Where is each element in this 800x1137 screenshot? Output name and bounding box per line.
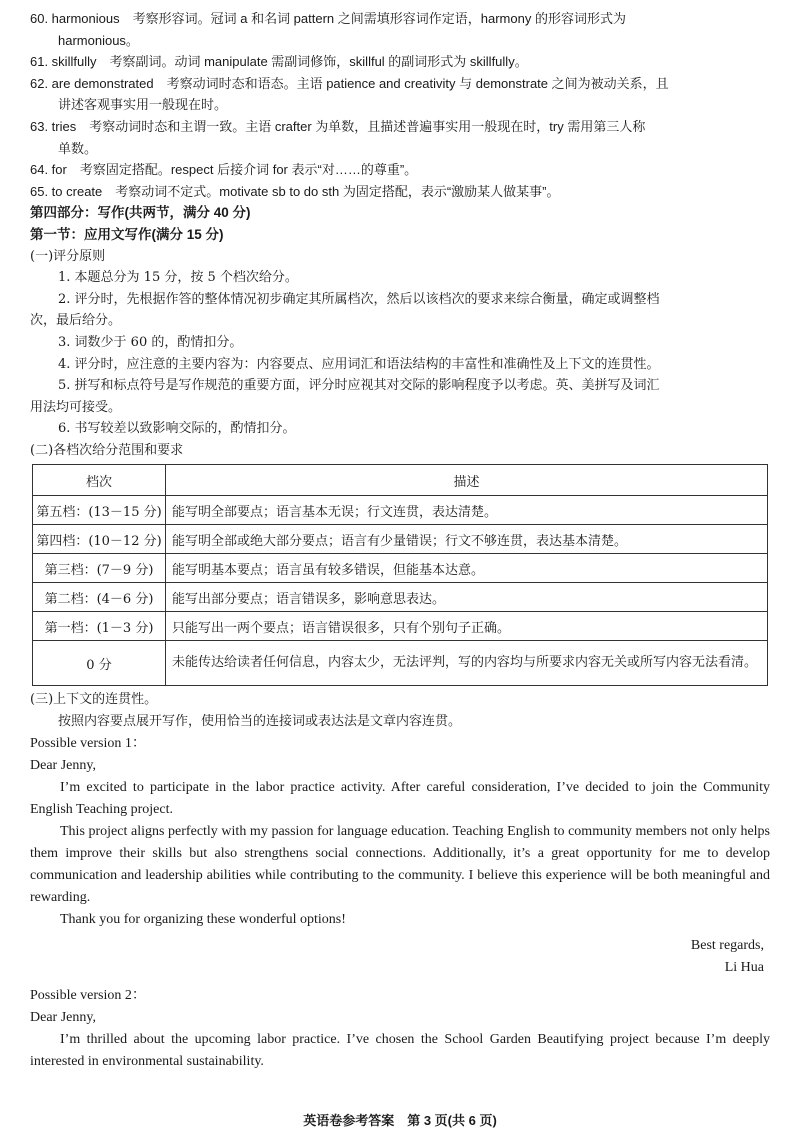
- principle-6: 6. 书写较差以致影响交际的，酌情扣分。: [58, 421, 296, 437]
- answer-63-cont: 单数。: [58, 140, 98, 156]
- grading-table: [32, 464, 768, 686]
- answer-64: 64. for 考察固定搭配。respect 后接介词 for 表示“对……的尊重”。: [30, 162, 418, 178]
- grade-level: 第五档：(13－15 分): [33, 496, 166, 525]
- grade-desc: 只能写出一两个要点；语言错误很多，只有个别句子正确。: [166, 612, 768, 641]
- table-row: [33, 641, 768, 686]
- answer-key-page: [30, 8, 770, 1073]
- answer-65: 65. to create 考察动词不定式。motivate sb to do sth 为固定搭配，表示“激励某人做某事”。: [30, 183, 560, 199]
- grade-level: 第四档：(10－12 分): [33, 525, 166, 554]
- sample-letter-1: [30, 733, 770, 979]
- principle-2-cont: 次，最后给分。: [30, 313, 122, 329]
- grade-level: 第二档：(4－6 分): [33, 583, 166, 612]
- principles-list: [30, 267, 770, 440]
- version1-label: Possible version 1：: [30, 735, 146, 751]
- principle-4: 4. 评分时，应注意的主要内容为：内容要点、应用词汇和语法结构的丰富性和准确性及上下文的连贯性。: [58, 356, 660, 372]
- answer-62-cont: 讲述客观事实用一般现在时。: [58, 97, 228, 113]
- principle-5-cont: 用法均可接受。: [30, 399, 122, 415]
- grades-heading: (二)各档次给分范围和要求: [30, 442, 184, 458]
- table-header-row: [33, 465, 768, 496]
- table-header-desc: 描述: [166, 465, 768, 496]
- answer-62: 62. are demonstrated 考察动词时态和语态。主语 patience and creativity 与 demonstrate 之间为被动关系，且: [30, 75, 669, 91]
- principle-2: 2. 评分时，先根据作答的整体情况初步确定其所属档次，然后以该档次的要求来综合衡量，确定或调整档: [58, 291, 660, 307]
- grade-desc: 能写明全部要点；语言基本无误；行文连贯，表达清楚。: [166, 496, 768, 525]
- table-row: [33, 554, 768, 583]
- grade-desc: 能写明全部或绝大部分要点；语言有少量错误；行文不够连贯，表达基本清楚。: [166, 525, 768, 554]
- grade-level: 0 分: [33, 641, 166, 686]
- section1-title: 第一节：应用文写作(满分 15 分): [30, 226, 224, 242]
- table-header-level: 档次: [33, 465, 166, 496]
- principle-1: 1. 本题总分为 15 分，按 5 个档次给分。: [58, 270, 298, 286]
- sample-letter-2: [30, 985, 770, 1073]
- version2-greeting: Dear Jenny,: [30, 1009, 96, 1025]
- answer-63: 63. tries 考察动词时态和主谓一致。主语 crafter 为单数，且描述普遍事实用一般现在时，try 需用第三人称: [30, 118, 646, 134]
- coherence-heading: (三)上下文的连贯性。: [30, 692, 158, 708]
- part4-title: 第四部分：写作(共两节，满分 40 分): [30, 205, 251, 221]
- page-footer: 英语卷参考答案 第 3 页(共 6 页): [303, 1113, 497, 1128]
- principles-heading: (一)评分原则: [30, 248, 106, 264]
- answer-60-cont: harmonious。: [58, 32, 139, 48]
- grade-desc: 能写出部分要点；语言错误多，影响意思表达。: [166, 583, 768, 612]
- grade-desc: 未能传达给读者任何信息，内容太少，无法评判，写的内容均与所要求内容无关或所写内容无法看清。: [166, 641, 768, 686]
- grade-level: 第三档：(7－9 分): [33, 554, 166, 583]
- principle-3: 3. 词数少于 60 的，酌情扣分。: [58, 334, 243, 350]
- version1-paragraph: I’m excited to participate in the labor practice activity. After careful consideration, I’ve decided to join the Community English Teaching project.: [30, 779, 770, 817]
- grade-level: 第一档：(1－3 分): [33, 612, 166, 641]
- version2-label: Possible version 2：: [30, 987, 146, 1003]
- version1-paragraph: This project aligns perfectly with my passion for language education. Teaching English to community members not only helps them improve their skills but also strengthens social connections. Additionally, it’s a great opportunity for me to develop communication and leadership abilities while contributing to the community. I believe this experience will be both meaningful and rewarding.: [30, 823, 770, 905]
- table-row: [33, 583, 768, 612]
- table-row: [33, 496, 768, 525]
- version1-closing: Best regards,: [690, 937, 764, 953]
- answer-60: 60. harmonious 考察形容词。冠词 a 和名词 pattern 之间需填形容词作定语，harmony 的形容词形式为: [30, 11, 626, 26]
- table-row: [33, 525, 768, 554]
- grade-desc: 能写明基本要点；语言虽有较多错误，但能基本达意。: [166, 554, 768, 583]
- version1-greeting: Dear Jenny,: [30, 757, 96, 773]
- table-row: [33, 612, 768, 641]
- version1-signature: Li Hua: [724, 959, 764, 975]
- coherence-text: 按照内容要点展开写作，使用恰当的连接词或表达法是文章内容连贯。: [58, 714, 462, 730]
- answer-61: 61. skillfully 考察副词。动词 manipulate 需副词修饰，skillful 的副词形式为 skillfully。: [30, 54, 528, 70]
- answer-list: [30, 8, 770, 202]
- version1-paragraph: Thank you for organizing these wonderful options!: [60, 911, 346, 927]
- version2-paragraph: I’m thrilled about the upcoming labor practice. I’ve chosen the School Garden Beautifying project because I’m deeply interested in environmental sustainability.: [30, 1031, 770, 1069]
- principle-5: 5. 拼写和标点符号是写作规范的重要方面，评分时应视其对交际的影响程度予以考虑。英、美拼写及词汇: [58, 378, 660, 394]
